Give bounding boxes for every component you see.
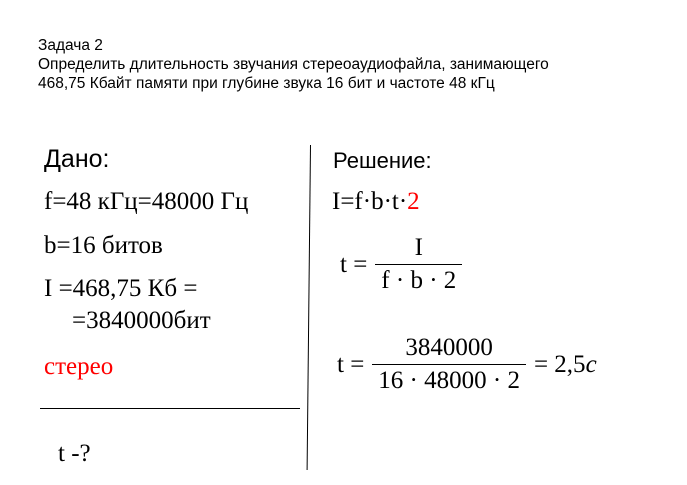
formula-2-numerator: I (414, 234, 423, 261)
formula-3-result: = 2,5 (533, 350, 586, 378)
formula-2-lhs: t = (340, 250, 368, 278)
task-statement (38, 36, 683, 93)
formula-3-unit: c (585, 350, 597, 378)
solution-title: Решение: (333, 148, 432, 173)
formula-3-denominator: 16 · 48000 · 2 (378, 367, 520, 394)
formula-3-lhs: t = (337, 350, 365, 378)
task-title: Задача 2 (38, 37, 103, 54)
given-size-line-2: =3840000бит (72, 307, 211, 334)
given-divider (40, 408, 300, 409)
given-size-line-1: I =468,75 Кб = (44, 275, 198, 302)
given-bit-depth: b=16 битов (44, 232, 163, 259)
given-stereo: стерео (44, 353, 114, 380)
formula-1-factor: 2 (407, 188, 420, 215)
formula-2-denominator: f · b · 2 (381, 267, 457, 294)
formula-1-main: I=f·b·t· (332, 188, 408, 215)
formula-2-fraction (375, 234, 462, 295)
solution-formula-2 (340, 234, 470, 295)
formula-3-numerator: 3840000 (405, 334, 493, 361)
column-divider (307, 145, 311, 470)
solution-formula-3 (337, 334, 597, 395)
task-line-1: Определить длительность звучания стереоаудиофайла, занимающего (38, 56, 549, 73)
formula-3-fraction (372, 334, 526, 395)
given-frequency: f=48 кГц=48000 Гц (44, 188, 249, 215)
task-line-2: 468,75 Кбайт памяти при глубине звука 16 бит и частоте 48 кГц (38, 75, 495, 92)
solution-formula-1 (332, 188, 420, 216)
given-title: Дано: (44, 145, 110, 173)
given-question: t -? (58, 440, 91, 467)
